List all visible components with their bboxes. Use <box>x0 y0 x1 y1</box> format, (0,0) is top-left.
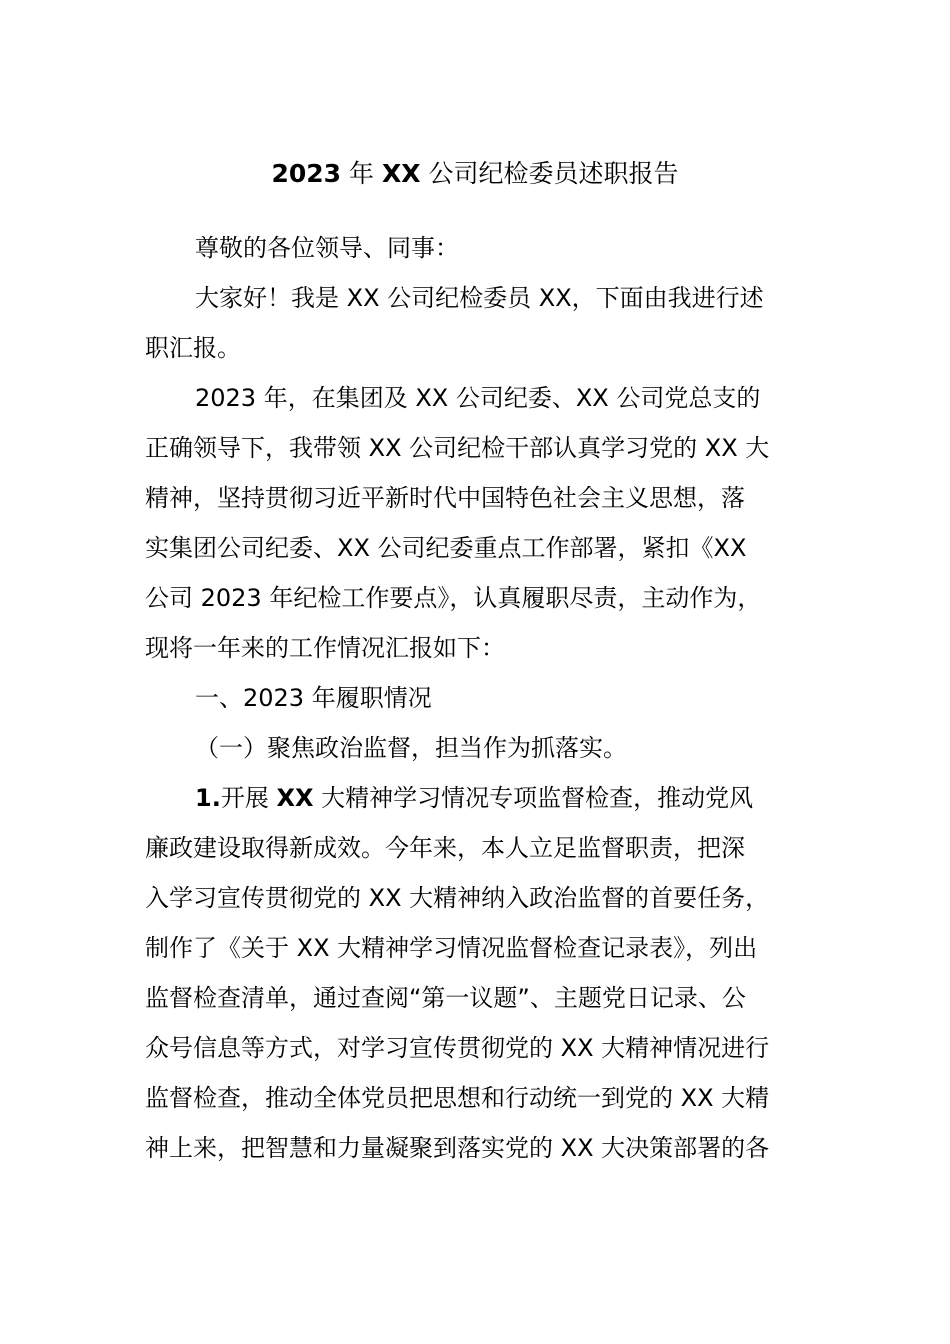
paragraph-line: 精神，坚持贯彻习近平新时代中国特色社会主义思想，落 <box>145 484 745 512</box>
item-text-pre: 开展 <box>220 784 277 812</box>
title-year: 2023 <box>271 159 342 188</box>
paragraph-line: 制作了《关于 XX 大精神学习情况监督检查记录表》，列出 <box>145 934 758 962</box>
paragraph-line: 监督检查清单，通过查阅“第一议题”、主题党日记录、公 <box>145 984 746 1012</box>
paragraph-line: 监督检查，推动全体党员把思想和行动统一到党的 XX 大精 <box>145 1084 770 1112</box>
item-number: 1. <box>195 784 221 812</box>
paragraph-line: 公司 2023 年纪检工作要点》，认真履职尽责，主动作为， <box>145 584 762 612</box>
paragraph-line: 大家好！我是 XX 公司纪检委员 XX，下面由我进行述 <box>195 284 764 312</box>
paragraph-line: 职汇报。 <box>145 334 241 362</box>
salutation: 尊敬的各位领导、同事： <box>195 234 459 262</box>
item-text-post: 大精神学习情况专项监督检查，推动党风 <box>313 784 754 812</box>
paragraph-line: 正确领导下，我带领 XX 公司纪检干部认真学习党的 XX 大 <box>145 434 770 462</box>
title-year-suffix: 年 <box>341 159 382 188</box>
title-company-code: XX <box>381 159 421 188</box>
paragraph-line: 入学习宣传贯彻党的 XX 大精神纳入政治监督的首要任务， <box>145 884 770 912</box>
report-title <box>0 154 950 194</box>
paragraph-line: 实集团公司纪委、XX 公司纪委重点工作部署，紧扣《XX <box>145 534 747 562</box>
paragraph-line: 众号信息等方式，对学习宣传贯彻党的 XX 大精神情况进行 <box>145 1034 770 1062</box>
item-text-bold: XX <box>276 784 314 812</box>
subsection-heading: （一）聚焦政治监督，担当作为抓落实。 <box>195 734 627 762</box>
paragraph-line: 现将一年来的工作情况汇报如下： <box>145 634 505 662</box>
item-heading-line <box>195 778 753 818</box>
paragraph-line: 神上来，把智慧和力量凝聚到落实党的 XX 大决策部署的各 <box>145 1134 770 1162</box>
paragraph-line: 廉政建设取得新成效。今年来，本人立足监督职责，把深 <box>145 834 745 862</box>
section-heading: 一、2023 年履职情况 <box>195 684 432 712</box>
paragraph-line: 2023 年，在集团及 XX 公司纪委、XX 公司党总支的 <box>195 384 761 412</box>
title-rest: 公司纪检委员述职报告 <box>420 159 679 188</box>
